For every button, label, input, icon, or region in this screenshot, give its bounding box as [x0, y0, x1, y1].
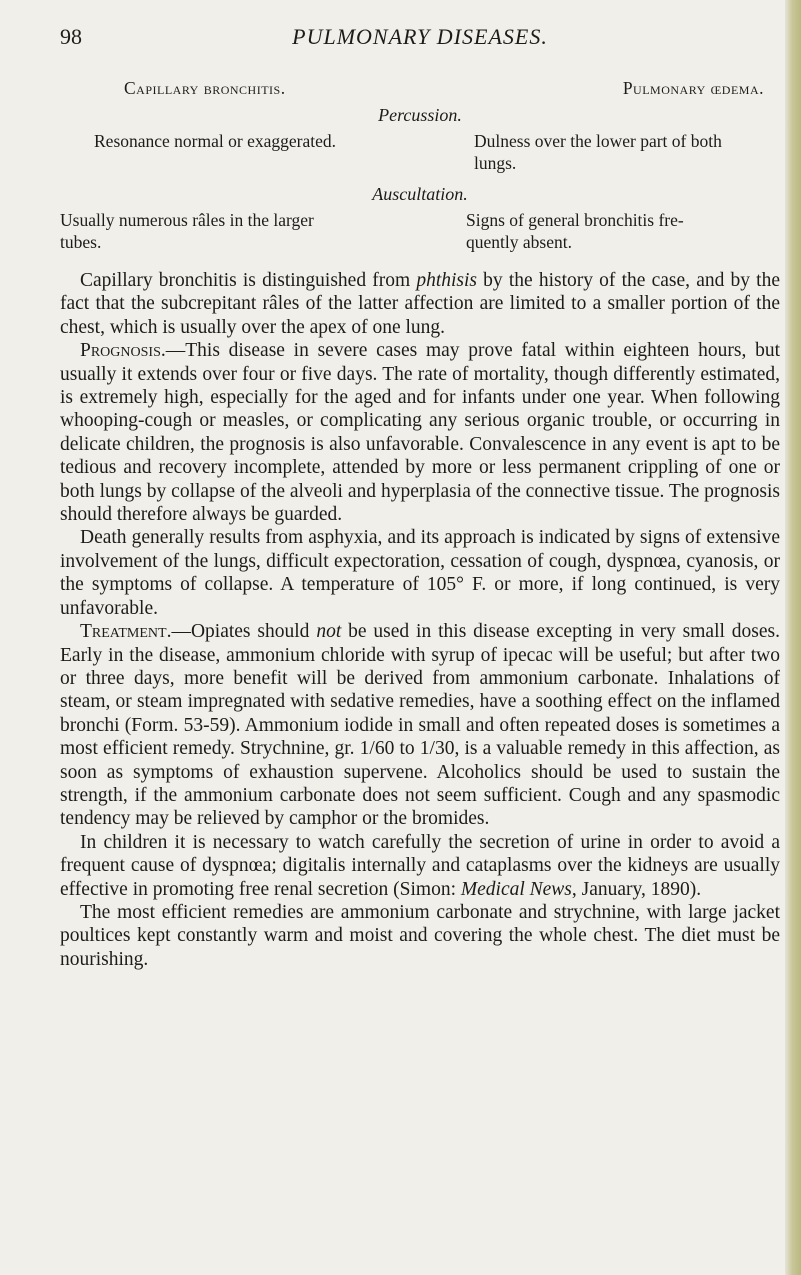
auscultation-right-line: quently absent. [466, 232, 572, 252]
right-column-heading: Pulmonary œdema. [622, 78, 764, 98]
page-number: 98 [60, 24, 82, 49]
percussion-right-line: lungs. [474, 153, 517, 173]
text-run-italic: phthisis [416, 270, 478, 291]
page-edge [785, 0, 801, 1275]
auscultation-left-line: Usually numerous râles in the larger [60, 210, 314, 230]
paragraph-children [60, 831, 780, 901]
auscultation-title: Auscultation. [372, 184, 468, 204]
paragraph-death: Death generally results from asphyxia, and its approach is indicated by signs of extensive involvement of the lungs, difficult expectoration, cessation of cough, dyspnœa, cyanosis, or the symptoms of collapse. A temperature of 105° F. or more, if long continued, is very unfavorable. [60, 527, 780, 619]
text-run: In children it is necessary to watch carefully the secretion of urine in order to avoid a frequent cause of dyspnœa; digitalis internally and cataplasms over the kidneys are usually effective in promoting free renal secretion (Simon: [60, 831, 780, 900]
text-run-italic: not [316, 621, 342, 643]
left-column-heading: Capillary bronchitis. [124, 78, 286, 98]
text-run: —Opiates should [171, 621, 317, 643]
paragraph-remedies: The most efficient remedies are ammonium carbonate and strychnine, with large jacket poultices kept constantly warm and moist and covering the whole chest. The diet must be nourishing. [60, 901, 780, 970]
text-run: Capillary bronchitis is distinguished from [80, 270, 417, 291]
percussion-rows [60, 130, 780, 174]
percussion-left [60, 130, 434, 174]
paragraph-prognosis [60, 339, 780, 526]
text-run: by the history of the case, and by the fact that the subcrepitant râles of the latter affection are limited to a smaller portion of the chest, which is usually over the apex of one lung. [60, 270, 781, 338]
text-run-italic: Medical News [460, 878, 572, 900]
auscultation-rows [60, 209, 780, 253]
page-header [60, 24, 780, 64]
auscultation-left-line: tubes. [60, 232, 102, 252]
text-run: —This disease in severe cases may prove fatal within eighteen hours, but usually it extends over four or five days. The rate of mortality, though differently estimated, is extremely high, especially for the aged and for infants under one year. When following whooping-cough or measles, or complicating any serious organic trouble, or occurring in delicate children, the prognosis is also unfavorable. Convalescence in any event is apt to be tedious and recovery incomplete, attended by more or less permanent crippling of one or both lungs by collapse of the alveoli and hyperplasia of the connective tissue. The prognosis should therefore always be guarded. [60, 340, 780, 526]
auscultation-left [60, 209, 434, 253]
body-text [60, 269, 780, 971]
prognosis-label: Prognosis. [80, 340, 166, 362]
paragraph-treatment [60, 620, 780, 831]
text-run: be used in this disease excepting in very small doses. Early in the disease, ammonium chloride with syrup of ipecac will be useful; but after two or three days, more benefit will be derived from ammonium carbonate. Inhalations of steam, or steam impregnated with sedative remedies, have a soothing effect on the inflamed bronchi (Form. 53-59). Ammonium iodide in small and often repeated doses is sometimes a most efficient remedy. Strychnine, gr. 1/60 to 1/30, is a valuable remedy in this affection, as soon as symptoms of exhaustion supervene. Alcoholics should be used to sustain the strength, if the ammonium carbonate does not seem sufficient. Cough and any spasmodic tendency may be relieved by camphor or the bromides. [60, 621, 780, 830]
paragraph-differential [60, 269, 780, 339]
auscultation-right-line: Signs of general bronchitis fre- [466, 210, 684, 230]
comparison-headings [60, 78, 780, 99]
treatment-label: Treatment. [80, 621, 172, 643]
percussion-title: Percussion. [378, 105, 462, 125]
auscultation-right [466, 209, 766, 253]
text-run: , January, 1890). [571, 878, 702, 900]
percussion-right-line: Dulness over the lower part of both [474, 131, 722, 151]
running-title: PULMONARY DISEASES. [292, 24, 548, 49]
percussion-right [474, 130, 774, 174]
percussion-left-line: Resonance normal or exaggerated. [94, 131, 336, 151]
book-page [60, 24, 780, 971]
